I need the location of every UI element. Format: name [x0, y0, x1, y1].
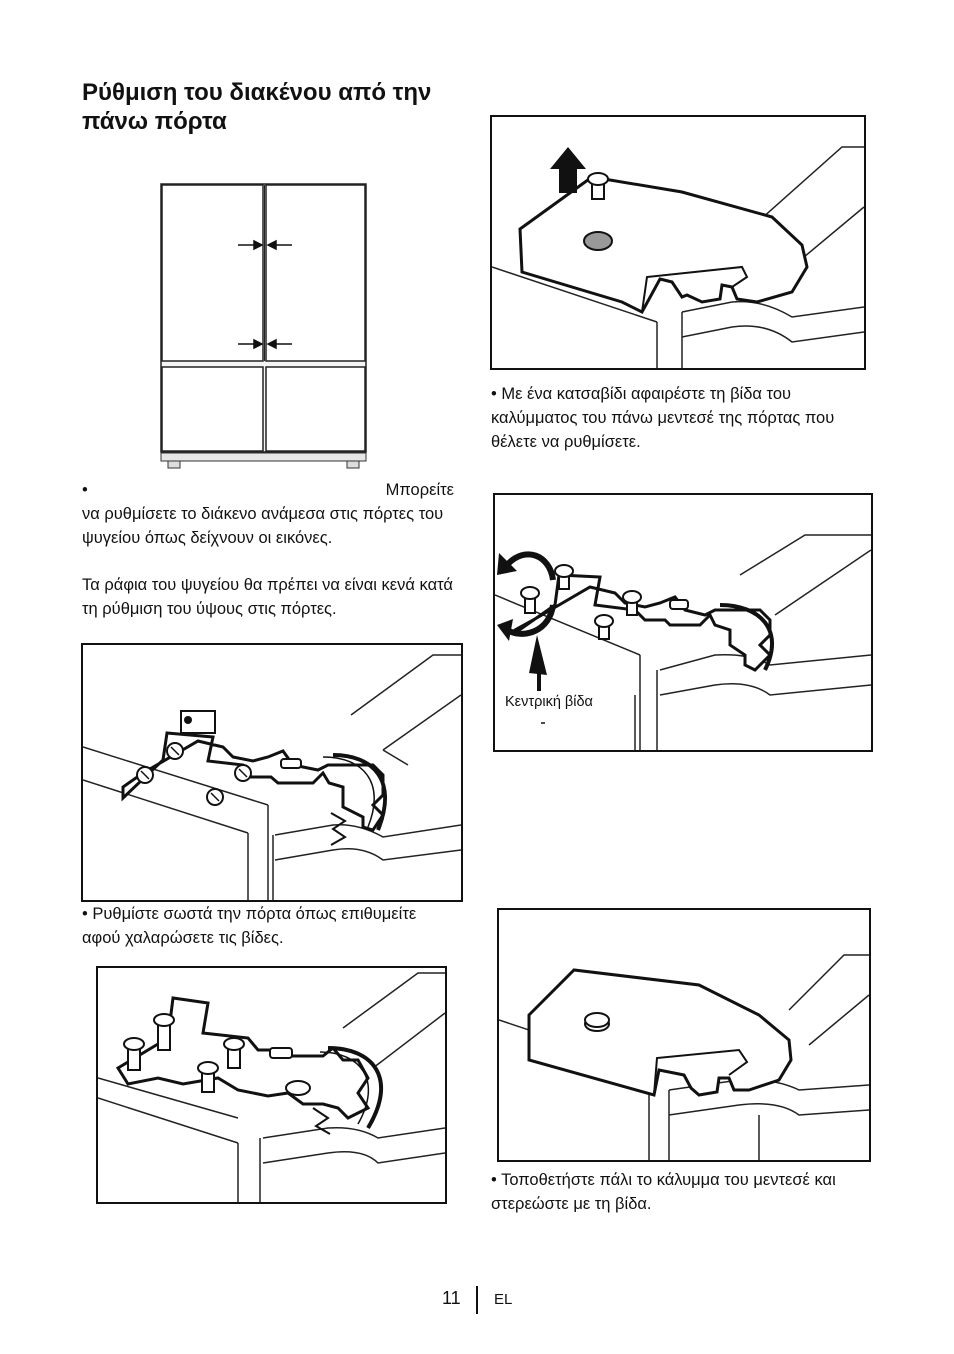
refit-caption: • Τοποθετήστε πάλι το κάλυμμα του μεντεσέ και στερεώστε με τη βίδα.: [491, 1171, 836, 1213]
page-number: 11: [442, 1288, 461, 1308]
footer-divider: [476, 1286, 478, 1314]
intro-paragraph: [82, 478, 454, 550]
hinge-cover-remove-figure: [490, 115, 866, 370]
intro-bullet: •: [82, 481, 88, 499]
page-title: Ρύθμιση του διακένου από την πάνω πόρτα: [82, 79, 432, 135]
center-screw-label: Κεντρική βίδα: [505, 694, 593, 710]
hinge-cover-refit-figure: [497, 908, 871, 1162]
page-footer: [0, 1286, 954, 1316]
language-code: EL: [494, 1291, 513, 1308]
adjust-caption: • Ρυθμίστε σωστά την πόρτα όπως επιθυμείτε αφού χαλαρώσετε τις βίδες.: [82, 905, 417, 947]
hinge-screws-tightened-figure: [96, 966, 447, 1204]
shelves-note: Τα ράφια του ψυγείου θα πρέπει να είναι κενά κατά τη ρύθμιση του ύψους στις πόρτες.: [82, 576, 453, 618]
center-screw-figure: [493, 493, 873, 752]
fridge-overview-figure: [158, 182, 370, 472]
remove-caption: • Με ένα κατσαβίδι αφαιρέστε τη βίδα του καλύμματος του πάνω μεντεσέ της πόρτας που θέλετε να ρυθμίσετε.: [491, 385, 835, 451]
intro-rest: να ρυθμίσετε το διάκενο ανάμεσα στις πόρτες του ψυγείου όπως δείχνουν οι εικόνες.: [82, 505, 444, 547]
hinge-screws-figure: [81, 643, 463, 902]
intro-tail: Μπορείτε: [385, 481, 454, 499]
